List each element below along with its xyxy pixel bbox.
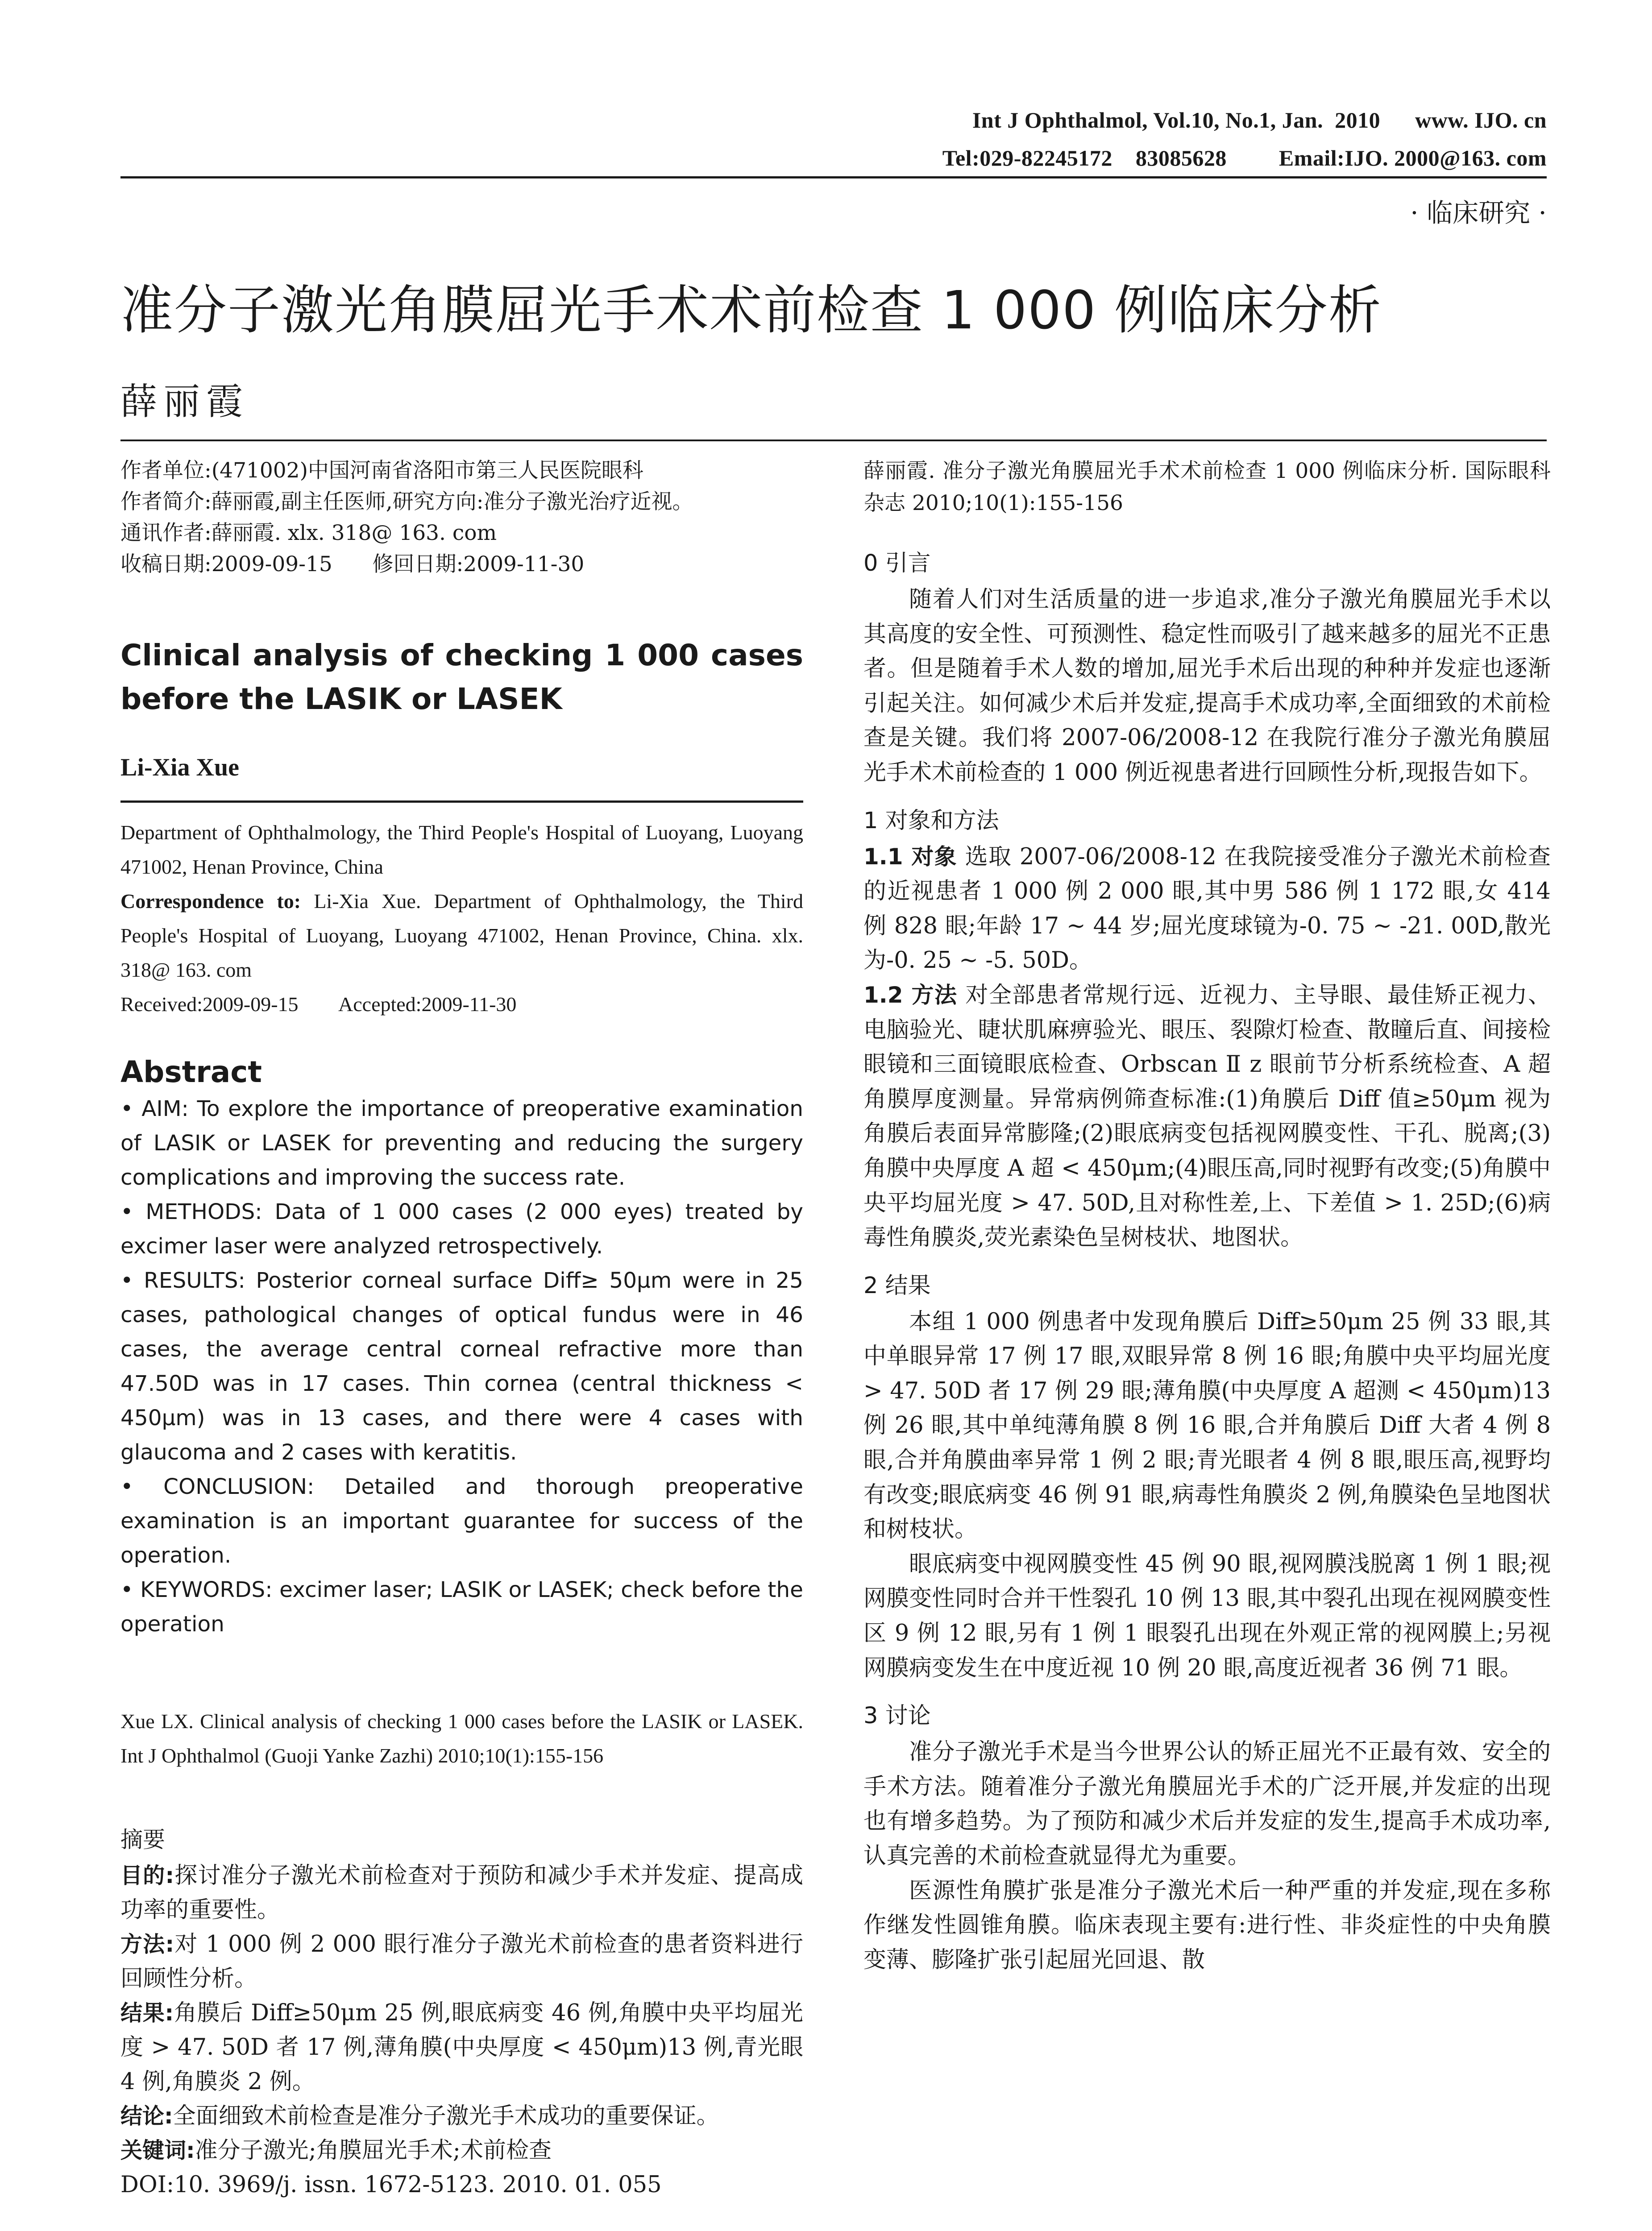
abstract-results: • RESULTS: Posterior corneal surface Diff≥ 50μm were in 25 cases, pathological changes of optical fundus were in 46 cases, the average central corneal refractive more than 47.50D was in 17 cases. Thin cornea (central thickness < 450μm) was in 13 cases, and there were 4 cases with glaucoma and 2 cases with keratitis. xyxy=(120,1268,803,1465)
right-column xyxy=(863,455,1551,1977)
section-2-paragraph-1: 本组 1 000 例患者中发现角膜后 Diff≥50μm 25 例 33 眼,其中单眼异常 17 例 17 眼,双眼异常 8 例 16 眼;角膜中央平均屈光度 > 47. 50D 者 17 例 29 眼;薄角膜(中央厚度 A 超测 < 450μm)13 例 26 眼,其中单纯薄角膜 8 例 16 眼,合并角膜后 Diff 大者 4 例 8 眼,合并角膜曲率异常 1 例 2 眼;青光眼者 4 例 8 眼,眼压高,视野均有改变;眼底病变 46 例 91 眼,病毒性角膜炎 2 例,角膜染色呈地图状和树枝状。 xyxy=(863,1308,1551,1543)
received-dates: 收稿日期:2009-09-15 修回日期:2009-11-30 xyxy=(120,552,585,576)
header-rule xyxy=(120,176,1547,178)
correspondence-label: Correspondence to: xyxy=(120,890,301,912)
abstract-keywords: • KEYWORDS: excimer laser; LASIK or LASEK; check before the operation xyxy=(120,1577,803,1637)
english-title: Clinical analysis of checking 1 000 cases before the LASIK or LASEK xyxy=(120,638,803,716)
chinese-citation: 薛丽霞. 准分子激光角膜屈光手术术前检查 1 000 例临床分析. 国际眼科杂志 2010;10(1):155-156 xyxy=(863,459,1551,515)
section-1-1-label: 1.1 对象 xyxy=(863,843,958,870)
author-bio: 作者简介:薛丽霞,副主任医师,研究方向:准分子激光治疗近视。 xyxy=(120,489,693,514)
author-rule xyxy=(120,800,803,803)
section-1-1 xyxy=(863,840,1551,978)
correspondence xyxy=(120,884,803,987)
abstract-heading: Abstract xyxy=(120,1055,262,1089)
title-rule xyxy=(120,440,1547,441)
abstract-aim: • AIM: To explore the importance of preoperative examination of LASIK or LASEK for preventing and reducing the surgery complications and improving the success rate. xyxy=(120,1096,803,1190)
section-1-2-label: 1.2 方法 xyxy=(863,982,958,1008)
journal-header-line1: Int J Ophthalmol, Vol.10, No.1, Jan. 2010 www. IJO. cn xyxy=(972,108,1547,133)
article-author: 薛丽霞 xyxy=(120,381,249,423)
section-3-heading: 3 讨论 xyxy=(863,1703,931,1729)
section-1-2 xyxy=(863,978,1551,1255)
cn-methods-label: 方法: xyxy=(120,1932,174,1957)
section-1-heading: 1 对象和方法 xyxy=(863,807,999,834)
cn-aim xyxy=(120,1858,803,1927)
cn-keywords-text: 准分子激光;角膜屈光手术;术前检查 xyxy=(195,2137,552,2164)
cn-methods xyxy=(120,1927,803,1996)
correspondence-text: Li-Xia Xue. Department of Ophthalmology, the Third People's Hospital of Luoyang, Luoyang 471002, Henan Province, China. xlx. 318@ 163. com xyxy=(120,890,803,981)
cn-results xyxy=(120,1996,803,2099)
section-2-paragraph-2: 眼底病变中视网膜变性 45 例 90 眼,视网膜浅脱离 1 例 1 眼;视网膜变性同时合并干性裂孔 10 例 13 眼,其中裂孔出现在视网膜变性区 9 例 12 眼,另有 1 例 1 眼裂孔出现在外观正常的视网膜上;另视网膜病变发生在中度近视 10 例 20 眼,高度近视者 36 例 71 眼。 xyxy=(863,1551,1551,1681)
doi: DOI:10. 3969/j. issn. 1672-5123. 2010. 01. 055 xyxy=(120,2172,662,2198)
section-tag: · 临床研究 · xyxy=(1410,198,1547,228)
english-dates: Received:2009-09-15 Accepted:2009-11-30 xyxy=(120,993,517,1016)
cn-conclusion-text: 全面细致术前检查是准分子激光手术成功的重要保证。 xyxy=(173,2103,719,2129)
cn-keywords-label: 关键词: xyxy=(120,2138,195,2163)
section-2-heading: 2 结果 xyxy=(863,1272,931,1299)
cn-keywords xyxy=(120,2133,803,2168)
abstract-conclusion: • CONCLUSION: Detailed and thorough preoperative examination is an important guarantee for success of the operation. xyxy=(120,1474,803,1568)
affiliation: Department of Ophthalmology, the Third People's Hospital of Luoyang, Luoyang 471002, Henan Province, China xyxy=(120,821,803,878)
journal-header-line2: Tel:029-82245172 83085628 Email:IJO. 2000@163. com xyxy=(942,145,1547,170)
abstract-methods: • METHODS: Data of 1 000 cases (2 000 eyes) treated by excimer laser were analyzed retrospectively. xyxy=(120,1199,803,1259)
english-citation: Xue LX. Clinical analysis of checking 1 000 cases before the LASIK or LASEK. Int J Ophthalmol (Guoji Yanke Zazhi) 2010;10(1):155-156 xyxy=(120,1710,803,1767)
cn-results-label: 结果: xyxy=(120,2000,174,2026)
section-3-paragraph-2: 医源性角膜扩张是准分子激光术后一种严重的并发症,现在多称作继发性圆锥角膜。临床表现主要有:进行性、非炎症性的中央角膜变薄、膨隆扩张引起屈光回退、散 xyxy=(863,1877,1551,1973)
article-title: 准分子激光角膜屈光手术术前检查 1 000 例临床分析 xyxy=(120,279,1382,341)
section-1-1-text: 选取 2007-06/2008-12 在我院接受准分子激光术前检查的近视患者 1 000 例 2 000 眼,其中男 586 例 1 172 眼,女 414 例 828 眼;年龄 17 ~ 44 岁;屈光度球镜为-0. 75 ~ -21. 00D,散光为-0. 25 ~ -5. 50D。 xyxy=(863,843,1551,974)
cn-aim-text: 探讨准分子激光术前检查对于预防和减少手术并发症、提高成功率的重要性。 xyxy=(120,1862,803,1923)
section-0-heading: 0 引言 xyxy=(863,550,931,576)
section-3-paragraph-1: 准分子激光手术是当今世界公认的矫正屈光不正最有效、安全的手术方法。随着准分子激光角膜屈光手术的广泛开展,并发症的出现也有增多趋势。为了预防和减少术后并发症的发生,提高手术成功率,认真完善的术前检查就显得尤为重要。 xyxy=(863,1739,1551,1869)
chinese-abstract-heading: 摘要 xyxy=(120,1827,165,1853)
author-unit: 作者单位:(471002)中国河南省洛阳市第三人民医院眼科 xyxy=(120,458,643,483)
section-0-paragraph: 随着人们对生活质量的进一步追求,准分子激光角膜屈光手术以其高度的安全性、可预测性、稳定性而吸引了越来越多的屈光不正患者。但是随着手术人数的增加,屈光手术后出现的种种并发症也逐渐引起关注。如何减少术后并发症,提高手术成功率,全面细致的术前检查是关键。我们将 2007-06/2008-12 在我院行准分子激光角膜屈光手术术前检查的 1 000 例近视患者进行回顾性分析,现报告如下。 xyxy=(863,586,1551,786)
cn-results-text: 角膜后 Diff≥50μm 25 例,眼底病变 46 例,角膜中央平均屈光度 > 47. 50D 者 17 例,薄角膜(中央厚度 < 450μm)13 例,青光眼 4 例,角膜炎 2 例。 xyxy=(120,2000,803,2095)
corresponding-author: 通讯作者:薛丽霞. xlx. 318@ 163. com xyxy=(120,521,497,545)
left-column xyxy=(120,455,803,2202)
cn-methods-text: 对 1 000 例 2 000 眼行准分子激光术前检查的患者资料进行回顾性分析。 xyxy=(120,1931,803,1992)
cn-aim-label: 目的: xyxy=(120,1863,174,1888)
cn-conclusion-label: 结论: xyxy=(120,2103,173,2129)
english-author: Li-Xia Xue xyxy=(120,754,239,781)
section-1-2-text: 对全部患者常规行远、近视力、主导眼、最佳矫正视力、电脑验光、睫状肌麻痹验光、眼压、裂隙灯检查、散瞳后直、间接检眼镜和三面镜眼底检查、Orbscan Ⅱ z 眼前节分析系统检查、A 超角膜厚度测量。异常病例筛查标准:(1)角膜后 Diff 值≥50μm 视为角膜后表面异常膨隆;(2)眼底病变包括视网膜变性、干孔、脱离;(3)角膜中央厚度 A 超 < 450μm;(4)眼压高,同时视野有改变;(5)角膜中央平均屈光度 > 47. 50D,且对称性差,上、下差值 > 1. 25D;(6)病毒性角膜炎,荧光素染色呈树枝状、地图状。 xyxy=(863,982,1551,1251)
cn-conclusion xyxy=(120,2099,803,2133)
